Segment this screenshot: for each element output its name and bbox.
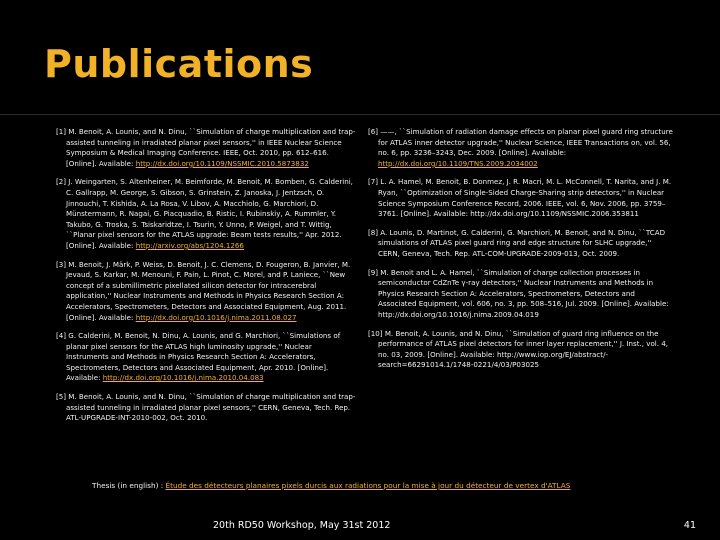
reference-text: [7] L. A. Hamel, M. Benoit, B. Donmez, J. R. Macri, M. L. McConnell, T. Narita, and J. M. Ryan, ``Optimization of Single-Sided Charge-Sharing strip detectors,'' in Nuclear Science Symposium Conference Record, 2006. IEEE, vol. 6, Nov. 2006, pp. 3759–3761. [Online]. Available: http://dx.doi.org/10.1109/NSSMIC.2006.353811 bbox=[368, 177, 672, 219]
footer-text: 20th RD50 Workshop, May 31st 2012 bbox=[213, 520, 391, 531]
reference-text: [6] ——, ``Simulation of radiation damage effects on planar pixel guard ring structure for ATLAS inner detector upgrade,'' Nuclear Science, IEEE Transactions on, vol. 56, no. 6, pp. 3236–3243, Dec. 2009. [Online]. Available: bbox=[368, 127, 673, 158]
reference-item bbox=[368, 177, 674, 219]
reference-item bbox=[368, 127, 674, 169]
thesis-label: Thesis (in english) : bbox=[92, 481, 166, 490]
reference-text: [4] G. Calderini, M. Benoit, N. Dinu, A. Lounis, and G. Marchiori, ``Simulations of planar pixel sensors for the ATLAS high luminosity upgrade,'' Nuclear Instruments and Methods in Physics Research Section A: Accelerators, Spectrometers, Detectors and Associated Equipment, Apr. 2010. [Online]. Available: bbox=[56, 331, 341, 383]
title-divider bbox=[0, 114, 720, 115]
reference-text: [2] J. Weingarten, S. Altenheiner, M. Beimforde, M. Benoit, M. Bomben, G. Calderini, C. Gallrapp, M. George, S. Gibson, S. Grinstein, Z. Janoska, J. Jentzsch, O. Jinnouchi, T. Kishida, A. La Rosa, V. Libov, A. Macchiolo, G. Marchiori, D. Münstermann, R. Nagai, G. Piacquadio, B. Ristic, I. Rubinskiy, A. Rummler, Y. Takubo, G. Troska, S. Tsiskaridtze, I. Tsurin, Y. Unno, P. Weigel, and T. Wittig, ``Planar pixel sensors for the ATLAS upgrade: Beam tests results,'' Apr. 2012. [Online]. Available: bbox=[56, 177, 353, 250]
reference-link[interactable]: http://dx.doi.org/10.1016/j.nima.2011.08.027 bbox=[135, 312, 297, 322]
reference-item bbox=[56, 331, 356, 384]
reference-item bbox=[368, 268, 674, 321]
thesis-line bbox=[92, 481, 672, 490]
reference-text: [1] M. Benoit, A. Lounis, and N. Dinu, ``Simulation of charge multiplication and trap-assisted tunneling in irradiated planar pixel sensors,'' in IEEE Nuclear Science Symposium & Medical Imaging Conference. IEEE, Oct. 2010, pp. 612–616. [Online]. Available: bbox=[56, 127, 356, 168]
reference-text: [9] M. Benoit and L. A. Hamel, ``Simulation of charge collection processes in semiconductor CdZnTe γ-ray detectors,'' Nuclear Instruments and Methods in Physics Research Section A: Accelerators, Spectrometers, Detectors and Associated Equipment, vol. 606, no. 3, pp. 508–516, Jul. 2009. [Online]. Available: http://dx.doi.org/10.1016/j.nima.2009.04.019 bbox=[368, 267, 669, 319]
page-number: 41 bbox=[683, 520, 696, 531]
reference-text: [5] M. Benoit, A. Lounis, and N. Dinu, ``Simulation of charge multiplication and trap-assisted tunneling in irradiated planar pixel sensors,'' CERN, Geneva, Tech. Rep. ATL-UPGRADE-INT-2010-002, Oct. 2010. bbox=[56, 392, 356, 423]
reference-item bbox=[56, 260, 356, 324]
reference-link[interactable]: http://dx.doi.org/10.1109/TNS.2009.2034002 bbox=[378, 158, 538, 168]
reference-item bbox=[368, 228, 674, 260]
reference-text: [10] M. Benoit, A. Lounis, and N. Dinu, ``Simulation of guard ring influence on the performance of ATLAS pixel detectors for inner layer replacement,'' J. Inst., vol. 4, no. 03, 2009. [Online]. Available: http://www.iop.org/EJ/abstract/-search=66291014.1/1748-0221/4/03/P03025 bbox=[368, 328, 669, 370]
reference-item bbox=[368, 329, 674, 371]
reference-link[interactable]: http://dx.doi.org/10.1109/NSSMIC.2010.5873832 bbox=[135, 158, 309, 168]
reference-text: [8] A. Lounis, D. Martinot, G. Calderini, G. Marchiori, M. Benoit, and N. Dinu, ``TCAD simulations of ATLAS pixel guard ring and edge structure for SLHC upgrade,'' CERN, Geneva, Tech. Rep. ATL-COM-UPGRADE-2009-013, Oct. 2009. bbox=[368, 227, 666, 258]
references-right-column bbox=[368, 127, 674, 379]
references-left-column bbox=[56, 127, 356, 432]
reference-link[interactable]: http://arxiv.org/abs/1204.1266 bbox=[135, 240, 244, 250]
thesis-link[interactable]: Étude des détecteurs planaires pixels durcis aux radiations pour la mise à jour du détecteur de vertex d'ATLAS bbox=[165, 481, 571, 490]
reference-item bbox=[56, 177, 356, 251]
slide-title: Publications bbox=[44, 42, 314, 86]
reference-item bbox=[56, 127, 356, 169]
reference-item bbox=[56, 392, 356, 424]
reference-link[interactable]: http://dx.doi.org/10.1016/j.nima.2010.04.083 bbox=[102, 373, 264, 383]
reference-text: [3] M. Benoit, J. Märk, P. Weiss, D. Benoit, J. C. Clemens, D. Fougeron, B. Janvier, M. Jevaud, S. Karkar, M. Menouni, F. Pain, L. Pinot, C. Morel, and P. Laniece, ``New concept of a submillimetric pixellated silicon detector for intracerebral application,'' Nuclear Instruments and Methods in Physics Research Section A: Accelerators, Spectrometers, Detectors and Associated Equipment, Aug. 2011. [Online]. Available: bbox=[56, 259, 351, 322]
